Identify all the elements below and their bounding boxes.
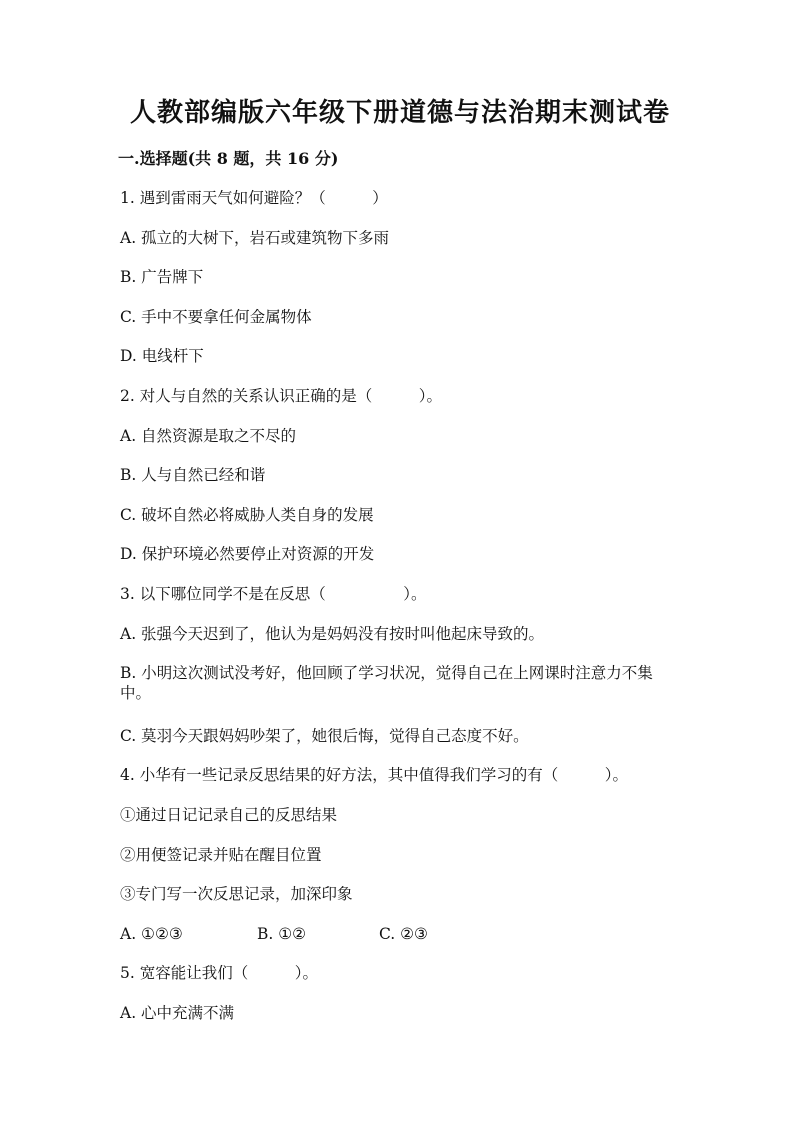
question-4-option-c[interactable]: C. ②③ xyxy=(379,925,428,943)
question-2-option-c[interactable]: C. 破坏自然必将威胁人类自身的发展 xyxy=(120,506,374,524)
question-2-stem: 2. 对人与自然的关系认识正确的是（ ）。 xyxy=(120,387,442,405)
question-1-option-c[interactable]: C. 手中不要拿任何金属物体 xyxy=(120,308,312,326)
question-4-item-3: ③专门写一次反思记录，加深印象 xyxy=(120,885,353,903)
question-3-option-c[interactable]: C. 莫羽今天跟妈妈吵架了，她很后悔，觉得自己态度不好。 xyxy=(120,727,529,745)
question-4-item-2: ②用便签记录并贴在醒目位置 xyxy=(120,846,322,864)
page-title: 人教部编版六年级下册道德与法治期末测试卷 xyxy=(129,98,670,128)
question-1-stem: 1. 遇到雷雨天气如何避险？（ ） xyxy=(120,189,388,207)
question-1-option-b[interactable]: B. 广告牌下 xyxy=(120,268,204,286)
question-4-option-a[interactable]: A. ①②③ xyxy=(120,925,183,943)
question-1-option-a[interactable]: A. 孤立的大树下，岩石或建筑物下多雨 xyxy=(120,229,390,247)
question-3-option-b[interactable]: B. 小明这次测试没考好，他回顾了学习状况，觉得自己在上网课时注意力不集中。 xyxy=(120,664,653,702)
question-4-option-b[interactable]: B. ①② xyxy=(257,925,307,943)
question-5-stem: 5. 宽容能让我们（ ）。 xyxy=(120,964,318,982)
question-2-option-a[interactable]: A. 自然资源是取之不尽的 xyxy=(120,427,297,445)
question-3-stem: 3. 以下哪位同学不是在反思（ ）。 xyxy=(120,585,427,603)
question-2-option-b[interactable]: B. 人与自然已经和谐 xyxy=(120,466,266,484)
section-heading: 一.选择题(共 8 题，共 16 分) xyxy=(118,149,339,168)
question-4-item-1: ①通过日记记录自己的反思结果 xyxy=(120,806,338,824)
question-2-option-d[interactable]: D. 保护环境必然要停止对资源的开发 xyxy=(120,545,375,563)
question-4-stem: 4. 小华有一些记录反思结果的好方法，其中值得我们学习的有（ ）。 xyxy=(120,766,628,784)
question-3-option-a[interactable]: A. 张强今天迟到了，他认为是妈妈没有按时叫他起床导致的。 xyxy=(120,625,545,643)
question-5-option-a[interactable]: A. 心中充满不满 xyxy=(120,1004,235,1022)
question-1-option-d[interactable]: D. 电线杆下 xyxy=(120,347,204,365)
